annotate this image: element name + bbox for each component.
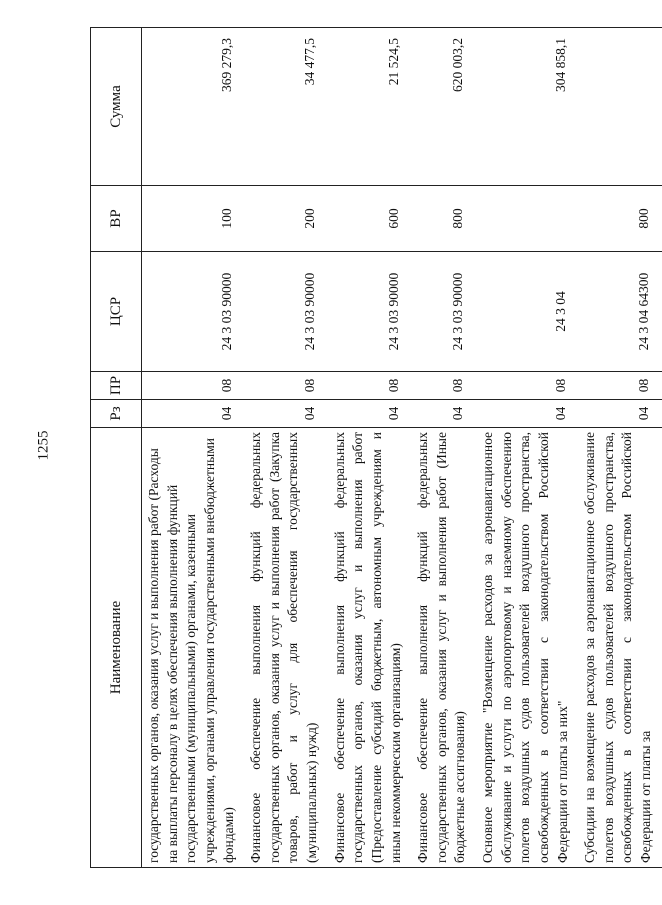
row-rz: 04 (578, 400, 662, 428)
row-csr: 24 3 03 90000 (411, 252, 476, 372)
table-row (476, 28, 578, 868)
row-vr (476, 186, 578, 252)
row-csr: 24 3 03 90000 (328, 252, 412, 372)
row-pr: 08 (411, 372, 476, 400)
row-rz: 04 (411, 400, 476, 428)
table-row (578, 28, 662, 868)
row-csr: 24 3 03 90000 (142, 252, 245, 372)
row-vr: 800 (578, 186, 662, 252)
budget-table (90, 27, 662, 868)
row-vr: 200 (244, 186, 328, 252)
table-header-row (91, 28, 142, 868)
table-row (328, 28, 412, 868)
header-name: Наименование (91, 428, 142, 868)
table-row (142, 28, 245, 868)
row-vr: 600 (328, 186, 412, 252)
row-rz: 04 (142, 400, 245, 428)
row-csr: 24 3 03 90000 (244, 252, 328, 372)
row-pr: 08 (142, 372, 245, 400)
row-name: Финансовое обеспечение выполнения функций федеральных государственных органов, оказания услуг и выполнения работ (Иные бюджетные ассигнования) (411, 428, 476, 868)
row-pr: 08 (476, 372, 578, 400)
row-csr: 24 3 04 64300 (578, 252, 662, 372)
row-sum (578, 28, 662, 186)
header-sum: Сумма (91, 28, 142, 186)
table-row (411, 28, 476, 868)
row-pr: 08 (328, 372, 412, 400)
header-rz: Рз (91, 400, 142, 428)
row-vr: 100 (142, 186, 245, 252)
row-pr: 08 (244, 372, 328, 400)
row-name: государственных органов, оказания услуг и выполнения работ (Расходы на выплаты персоналу в целях обеспечения выполнения функций государственными (муниципальными) органами, казенными учреждениями, органами управления государственными внебюджетными фондами) (142, 428, 245, 868)
row-rz: 04 (476, 400, 578, 428)
row-rz: 04 (328, 400, 412, 428)
page-number: 1255 (35, 430, 52, 461)
table-row (244, 28, 328, 868)
row-pr: 08 (578, 372, 662, 400)
header-vr: ВР (91, 186, 142, 252)
row-sum: 620 003,2 (411, 28, 476, 186)
row-name: Финансовое обеспечение выполнения функций федеральных государственных органов, оказания услуг и выполнения работ (Предоставление субсидий бюджетным, автономным учреждениям и иным некоммерческим организациям) (328, 428, 412, 868)
header-csr: ЦСР (91, 252, 142, 372)
row-rz: 04 (244, 400, 328, 428)
row-name: Основное мероприятие "Возмещение расходов за аэронавигационное обслуживание и услуги по аэропортовому и наземному обеспечению полетов воздушных судов пользователей воздушного пространства, освобожденных в соответствии с законодательством Российской Федерации от платы за них" (476, 428, 578, 868)
row-name: Финансовое обеспечение выполнения функций федеральных государственных органов, оказания услуг и выполнения работ (Закупка товаров, работ и услуг для обеспечения государственных (муниципальных) нужд) (244, 428, 328, 868)
row-csr: 24 3 04 (476, 252, 578, 372)
rotated-page-content (90, 28, 653, 868)
header-pr: ПР (91, 372, 142, 400)
row-name: Субсидии на возмещение расходов за аэронавигационное обслуживание полетов воздушных судов пользователей воздушного пространства, освобожденных в соответствии с законодательством Российской Федерации от платы за (578, 428, 662, 868)
row-sum: 304 858,1 (476, 28, 578, 186)
row-sum: 21 524,5 (328, 28, 412, 186)
row-vr: 800 (411, 186, 476, 252)
row-sum: 34 477,5 (244, 28, 328, 186)
row-sum: 369 279,3 (142, 28, 245, 186)
